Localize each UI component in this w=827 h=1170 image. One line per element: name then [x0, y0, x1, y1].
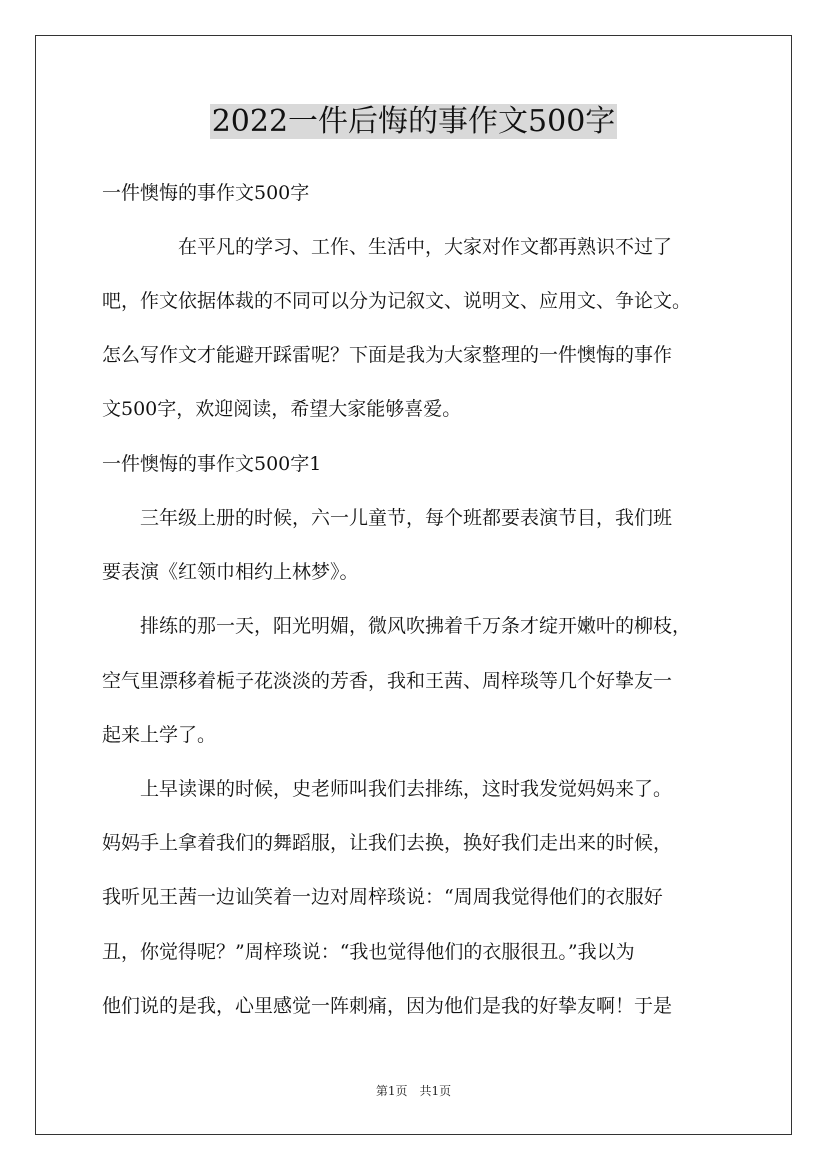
- body-line: 吧，作文依据体裁的不同可以分为记叙文、说明文、应用文、争论文。: [102, 290, 692, 312]
- body-line: 在平凡的学习、工作、生活中，大家对作文都再熟识不过了: [102, 236, 673, 258]
- subtitle-line: 一件懊悔的事作文500字: [102, 182, 310, 204]
- body-line: 丑，你觉得呢？”周梓琰说：“我也觉得他们的衣服很丑。”我以为: [102, 941, 635, 963]
- body-line: 要表演《红领巾相约上林梦》。: [102, 561, 359, 583]
- document-title-text: 2022一件后悔的事作文500字: [211, 104, 616, 139]
- body-line: 文500字，欢迎阅读，希望大家能够喜爱。: [102, 398, 462, 420]
- body-line: 三年级上册的时候，六一儿童节，每个班都要表演节目，我们班: [102, 507, 673, 529]
- body-line: 空气里漂移着栀子花淡淡的芳香，我和王茜、周梓琰等几个好挚友一: [102, 670, 673, 692]
- section-heading: 一件懊悔的事作文500字1: [102, 453, 322, 475]
- document-title: [0, 100, 827, 144]
- body-line: 排练的那一天，阳光明媚，微风吹拂着千万条才绽开嫩叶的柳枝，: [102, 615, 692, 637]
- body-line: 上早读课的时候，史老师叫我们去排练，这时我发觉妈妈来了。: [102, 778, 673, 800]
- body-line: 妈妈手上拿着我们的舞蹈服，让我们去换，换好我们走出来的时候，: [102, 832, 673, 854]
- body-line: 我听见王茜一边讪笑着一边对周梓琰说：“周周我觉得他们的衣服好: [102, 886, 663, 908]
- body-line: 他们说的是我，心里感觉一阵刺痛，因为他们是我的好挚友啊！于是: [102, 995, 673, 1017]
- body-line: 怎么写作文才能避开踩雷呢？下面是我为大家整理的一件懊悔的事作: [102, 344, 673, 366]
- page-footer: 第1页 共1页: [375, 1084, 452, 1098]
- body-line: 起来上学了。: [102, 724, 217, 746]
